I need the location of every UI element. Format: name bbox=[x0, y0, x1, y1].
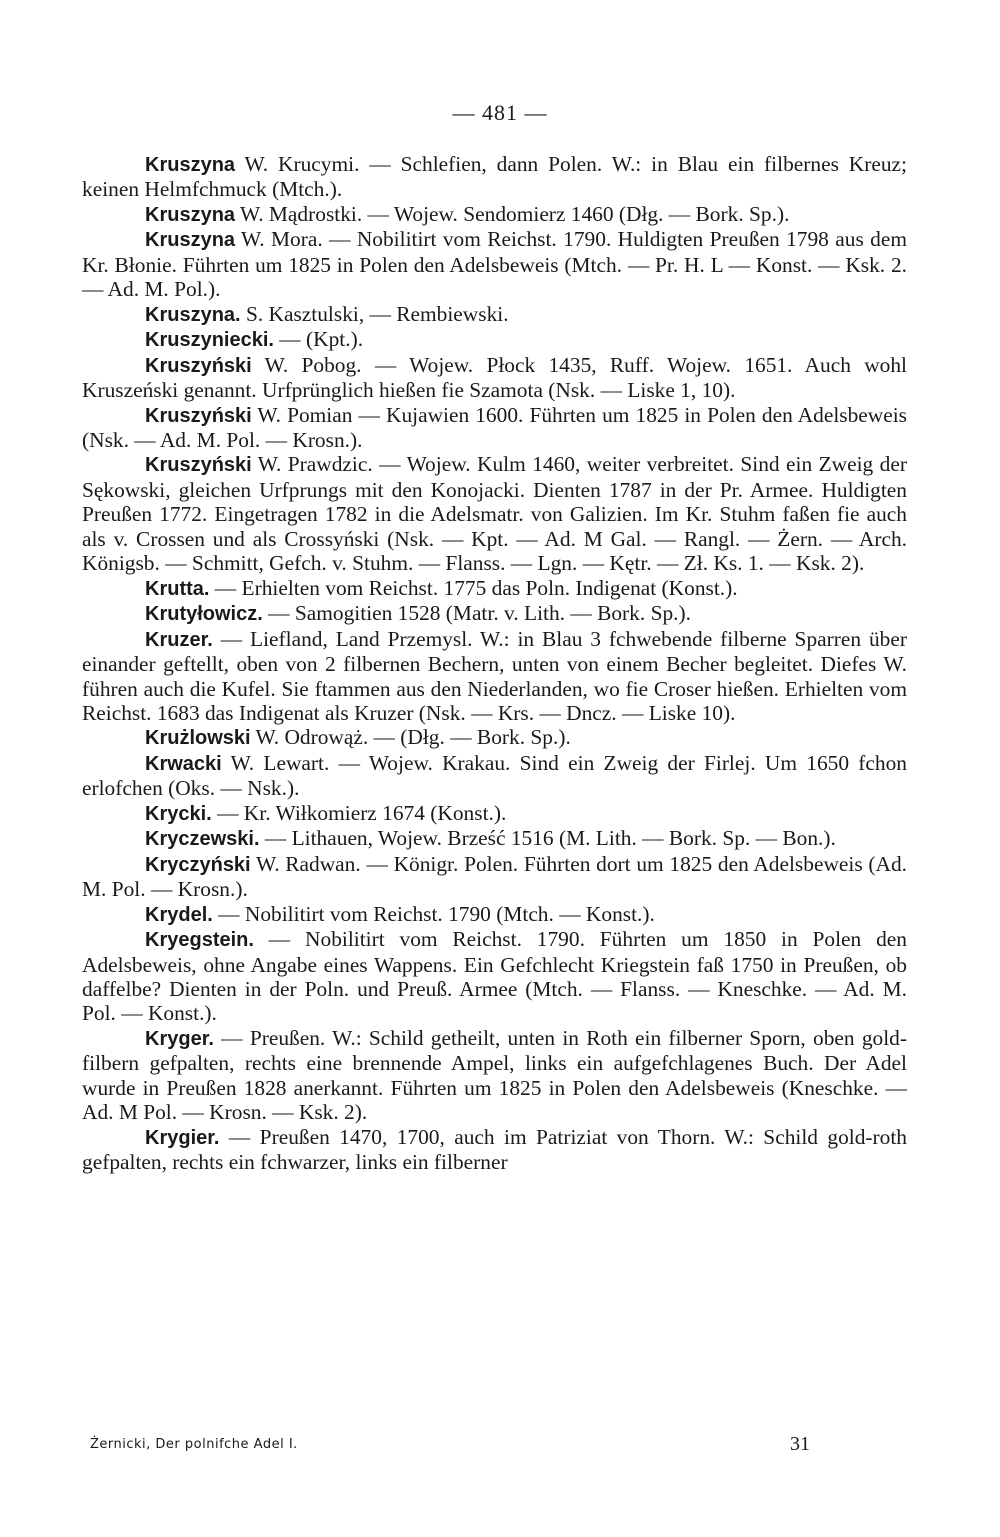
entry bbox=[82, 302, 907, 327]
entry-name: Kruszyna bbox=[145, 154, 236, 176]
entry bbox=[82, 152, 907, 202]
entry-text: W. Krucymi. — Schlefien, dann Polen. W.: in Blau ein filbernes Kreuz; keinen Helmfchmuck (Mtch.). bbox=[82, 152, 907, 202]
entry-name: Kruszyniecki. bbox=[145, 329, 274, 352]
entry-name: Kruszyna bbox=[145, 203, 236, 226]
entry-name: Krutta. bbox=[145, 577, 210, 600]
entry-text: W. Lewart. — Wojew. Krakau. Sind ein Zweig der Firlej. Um 1650 fchon erlofchen (Oks. — Nsk.). bbox=[82, 750, 907, 801]
entry-text: W. Radwan. — Königr. Polen. Führten dort um 1825 den Adelsbeweis (Ad. M. Pol. — Krosn.). bbox=[82, 851, 907, 902]
entry bbox=[82, 627, 907, 726]
entry bbox=[82, 801, 907, 826]
entry-name: Kryczewski. bbox=[145, 828, 260, 851]
entry-text: W. Pobog. — Wojew. Płock 1435, Ruff. Wojew. 1651. Auch wohl Kruszeński genannt. Urfprünglich hießen fie Szamota (Nsk. — Liske 1, 10). bbox=[82, 352, 907, 403]
entry-text: S. Kasztulski, — Rembiewski. bbox=[240, 301, 509, 326]
entry-name: Krużlowski bbox=[145, 727, 251, 750]
entry-name: Krycki. bbox=[145, 802, 212, 825]
entry-text: W. Mądrostki. — Wojew. Sendomierz 1460 (Dłg. — Bork. Sp.). bbox=[235, 201, 790, 226]
entry-name: Kruszyński bbox=[145, 404, 252, 427]
entry bbox=[82, 601, 907, 626]
entry-name: Kryegstein. bbox=[145, 929, 254, 952]
entry-name: Kryczyński bbox=[145, 853, 251, 876]
entry-text: W. Odrowąż. — (Dłg. — Bork. Sp.). bbox=[250, 725, 571, 750]
entry-name: Krygier. bbox=[145, 1126, 220, 1149]
entry bbox=[82, 327, 907, 352]
entry-text: W. Mora. — Nobilitirt vom Reichst. 1790. Huldigten Preußen 1798 aus dem Kr. Błonie. Führten um 1825 in Polen den Adelsbeweis (Mtch. — Pr. H. L — Konst. — Ksk. 2. — Ad. M. Pol.). bbox=[82, 227, 907, 302]
entry-name: Krydel. bbox=[145, 903, 213, 926]
entry-name: Krutyłowicz. bbox=[145, 603, 263, 626]
entry-text: W. Prawdzic. — Wojew. Kulm 1460, weiter verbreitet. Sind ein Zweig der Sękowski, gleichen Urfprungs mit den Konojacki. Dienten 1787 in der Pr. Armee. Huldigten Preußen 1772. Eingetragen 1782 in die Adelsmatr. von Galizien. Im Kr. Stuhm faßen fie auch als v. Crossen und als Crossyński (Nsk. — Kpt. — Ad. M Gal. — Rangl. — Żern. — Arch. Königsb. — Schmitt, Gefch. v. Stuhm. — Flanss. — Lgn. — Kętr. — Zł. Ks. 1. — Ksk. 2). bbox=[82, 452, 907, 576]
entry-name: Kruszyna bbox=[145, 229, 236, 252]
entry bbox=[82, 902, 907, 927]
entry-text: — Liefland, Land Przemysl. W.: in Blau 3 fchwebende filberne Sparren über einander geftellt, oben von 2 filbernen Bechern, unten von einem Becher begleitet. Diefes W. führen auch die Kufel. Sie ftammen aus den Niederlanden, wo fie Croser hießen. Erhielten vom Reichst. 1683 das Indigenat als Kruzer (Nsk. — Krs. — Dncz. — Liske 10). bbox=[82, 626, 907, 725]
entry bbox=[82, 1026, 907, 1125]
entry bbox=[82, 751, 907, 801]
entry bbox=[82, 452, 907, 575]
entry bbox=[82, 1125, 907, 1175]
entry bbox=[82, 353, 907, 403]
entry-name: Kryger. bbox=[145, 1027, 214, 1050]
page-number: — 481 — bbox=[452, 100, 548, 125]
sheet-number: 31 bbox=[790, 1433, 810, 1455]
entry-text: — Nobilitirt vom Reichst. 1790. Führten um 1850 in Polen den Adelsbeweis, ohne Angabe eines Wappens. Ein Gefchlecht Kriegstein faß 1750 in Preußen, ob daffelbe? Dienten in der Poln. und Preuß. Armee (Mtch. — Flanss. — Kneschke. — Ad. M. Pol. — Konst.). bbox=[82, 927, 907, 1026]
entry bbox=[82, 852, 907, 902]
entry-name: Kruszyna. bbox=[145, 303, 241, 326]
entry bbox=[82, 576, 907, 601]
entry-list bbox=[82, 152, 907, 1175]
entry-text: — Nobilitirt vom Reichst. 1790 (Mtch. — Konst.). bbox=[212, 901, 655, 926]
entry bbox=[82, 403, 907, 453]
entry-text: — Lithauen, Wojew. Brześć 1516 (M. Lith. — Bork. Sp. — Bon.). bbox=[259, 826, 836, 851]
entry bbox=[82, 202, 907, 227]
entry bbox=[82, 826, 907, 851]
entry bbox=[82, 725, 907, 750]
entry-text: — (Kpt.). bbox=[273, 327, 364, 352]
entry-text: — Samogitien 1528 (Matr. v. Lith. — Bork. Sp.). bbox=[262, 601, 691, 626]
entry-name: Kruzer. bbox=[145, 628, 213, 651]
entry-text: — Preußen. W.: Schild getheilt, unten in Roth ein filberner Sporn, oben gold-filbern gefpalten, rechts eine brennende Ampel, links ein aufgefchlagenes Buch. Der Adel wurde in Preußen 1828 anerkannt. Führten um 1825 in Polen den Adelsbeweis (Kneschke. — Ad. M Pol. — Krosn. — Ksk. 2). bbox=[82, 1025, 907, 1125]
entry-text: — Kr. Wiłkomierz 1674 (Konst.). bbox=[211, 800, 507, 825]
entry-text: — Erhielten vom Reichst. 1775 das Poln. Indigenat (Konst.). bbox=[209, 575, 738, 600]
footer-signature: Żernicki, Der polnifche Adel I. bbox=[90, 1437, 298, 1452]
entry-name: Kruszyński bbox=[145, 354, 252, 377]
entry-name: Kruszyński bbox=[145, 454, 252, 477]
entry-name: Krwacki bbox=[145, 752, 222, 775]
entry-text: W. Pomian — Kujawien 1600. Führten um 1825 in Polen den Adelsbeweis (Nsk. — Ad. M. Pol. — Krosn.). bbox=[82, 402, 907, 452]
page-footer bbox=[90, 1433, 810, 1457]
entry bbox=[82, 927, 907, 1026]
entry bbox=[82, 227, 907, 301]
entry-text: — Preußen 1470, 1700, auch im Patriziat von Thorn. W.: Schild gold-roth gefpalten, rechts ein fchwarzer, links ein filberner bbox=[82, 1124, 907, 1175]
